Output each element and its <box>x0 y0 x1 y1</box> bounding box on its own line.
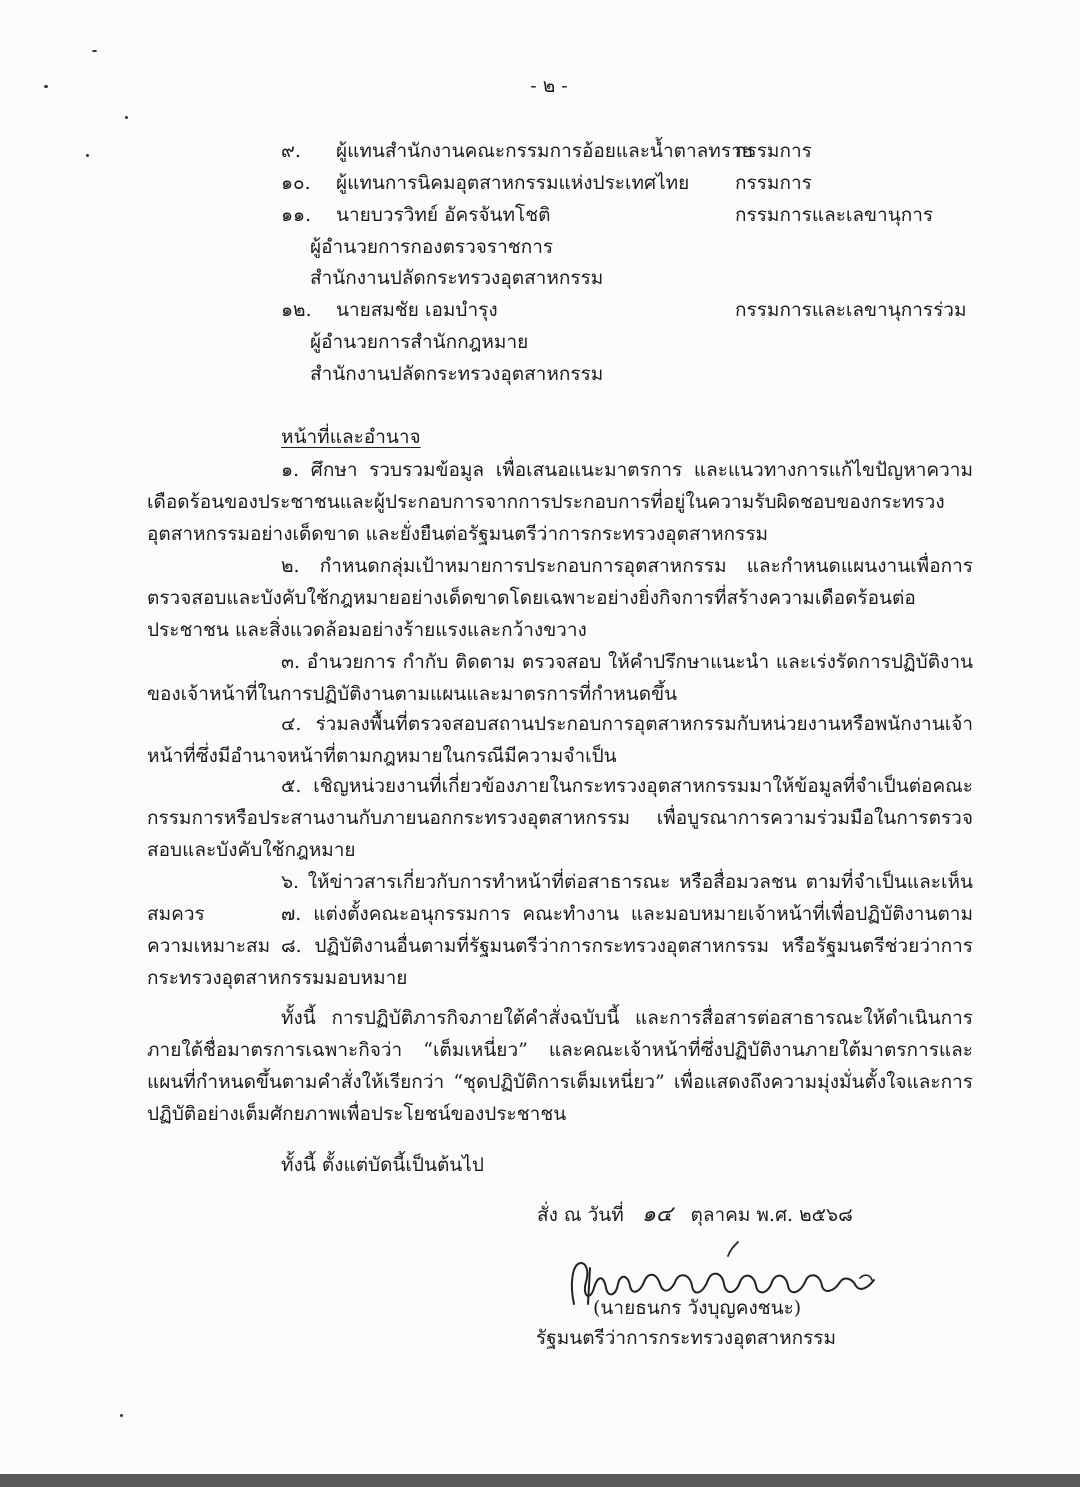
effective-statement: ทั้งนี้ ตั้งแต่บัดนี้เป็นต้นไป <box>281 1154 484 1176</box>
member-number: ๑๒. <box>281 299 312 321</box>
member-position: ผู้อำนวยการกองตรวจราชการ <box>310 236 554 258</box>
member-name: ผู้แทนสำนักงานคณะกรรมการอ้อยและน้ำตาลทราย <box>336 140 753 162</box>
duty-item-7: ๗. แต่งตั้งคณะอนุกรรมการ คณะทำงาน และมอบหมายเจ้าหน้าที่เพื่อปฏิบัติงานตามความเหมาะสม <box>147 903 973 957</box>
member-role: กรรมการและเลขานุการร่วม <box>735 299 967 321</box>
duty-item-5: ๕. เชิญหน่วยงานที่เกี่ยวข้องภายในกระทรวงอุตสาหกรรมมาให้ข้อมูลที่จำเป็นต่อคณะกรรมการหรือประสานงานกับภายนอกกระทรวงอุตสาหกรรม เพื่อบูรณาการความร่วมมือในการตรวจสอบและบังคับใช้กฎหมาย <box>147 775 973 861</box>
duty-item-4: ๔. ร่วมลงพื้นที่ตรวจสอบสถานประกอบการอุตสาหกรรมกับหน่วยงานหรือพนักงานเจ้าหน้าที่ซึ่งมีอำนาจหน้าที่ตามกฎหมายในกรณีมีความจำเป็น <box>147 713 973 767</box>
member-role: กรรมการและเลขานุการ <box>735 204 934 226</box>
scan-speck <box>120 1414 123 1417</box>
member-position: ผู้อำนวยการสำนักกฎหมาย <box>310 331 529 353</box>
member-office: สำนักงานปลัดกระทรวงอุตสาหกรรม <box>310 363 604 385</box>
member-number: ๑๐. <box>281 172 311 194</box>
signer-name: (นายธนกร วังบุญคงชนะ) <box>593 1297 802 1319</box>
scan-speck <box>92 50 97 52</box>
duty-item-1: ๑. ศึกษา รวบรวมข้อมูล เพื่อเสนอแนะมาตรการ และแนวทางการแก้ไขปัญหาความเดือดร้อนของประชาชนและผู้ประกอบการจากการประกอบการที่อยู่ในความรับผิดชอบของกระทรวงอุตสาหกรรมอย่างเด็ดขาด และยั่งยืนต่อรัฐมนตรีว่าการกระทรวงอุตสาหกรรม <box>147 459 973 545</box>
member-office: สำนักงานปลัดกระทรวงอุตสาหกรรม <box>310 267 604 289</box>
duties-heading: หน้าที่และอำนาจ <box>281 426 421 448</box>
scan-speck <box>125 116 128 119</box>
member-role: กรรมการ <box>735 140 812 162</box>
date-prefix: สั่ง ณ วันที่ <box>537 1204 624 1226</box>
member-role: กรรมการ <box>735 172 812 194</box>
date-suffix: ตุลาคม พ.ศ. ๒๕๖๘ <box>690 1204 853 1226</box>
duty-item-8: ๘. ปฏิบัติงานอื่นตามที่รัฐมนตรีว่าการกระทรวงอุตสาหกรรม หรือรัฐมนตรีช่วยว่าการกระทรวงอุตสาหกรรมมอบหมาย <box>147 935 973 989</box>
member-number: ๑๑. <box>281 204 312 226</box>
member-number: ๙. <box>281 140 301 162</box>
scan-speck <box>86 154 89 157</box>
member-name: นายสมชัย เอมบำรุง <box>336 299 498 321</box>
member-name: ผู้แทนการนิคมอุตสาหกรรมแห่งประเทศไทย <box>336 172 690 194</box>
signer-title: รัฐมนตรีว่าการกระทรวงอุตสาหกรรม <box>536 1327 837 1349</box>
duty-item-3: ๓. อำนวยการ กำกับ ติดตาม ตรวจสอบ ให้คำปรึกษาแนะนำ และเร่งรัดการปฏิบัติงานของเจ้าหน้าที่ในการปฏิบัติงานตามแผนและมาตรการที่กำหนดขึ้น <box>147 651 973 705</box>
member-name: นายบวรวิทย์ อัครจันทโชติ <box>336 204 551 226</box>
order-date <box>537 1203 853 1227</box>
duty-item-2: ๒. กำหนดกลุ่มเป้าหมายการประกอบการอุตสาหกรรม และกำหนดแผนงานเพื่อการตรวจสอบและบังคับใช้กฎหมายอย่างเด็ดขาดโดยเฉพาะอย่างยิ่งกิจการที่สร้างความเดือดร้อนต่อประชาชน และสิ่งแวดล้อมอย่างร้ายแรงและกว้างขวาง <box>147 555 973 641</box>
summary-paragraph: ทั้งนี้ การปฏิบัติภารกิจภายใต้คำสั่งฉบับนี้ และการสื่อสารต่อสาธารณะให้ดำเนินการภายใต้ชื่อมาตรการเฉพาะกิจว่า “เต็มเหนี่ยว” และคณะเจ้าหน้าที่ซึ่งปฏิบัติงานภายใต้มาตรการและแผนที่กำหนดขึ้นตามคำสั่งให้เรียกว่า “ชุดปฏิบัติการเต็มเหนี่ยว” เพื่อแสดงถึงความมุ่งมั่นตั้งใจและการปฏิบัติอย่างเต็มศักยภาพเพื่อประโยชน์ของประชาชน <box>147 1007 973 1125</box>
duty-item-6: ๖. ให้ข่าวสารเกี่ยวกับการทำหน้าที่ต่อสาธารณะ หรือสื่อมวลชน ตามที่จำเป็นและเห็นสมควร <box>147 871 973 925</box>
date-day-handwritten: ๑๔ <box>641 1202 673 1227</box>
scan-bottom-edge <box>0 1474 1080 1487</box>
page-number: - ๒ - <box>530 75 568 97</box>
